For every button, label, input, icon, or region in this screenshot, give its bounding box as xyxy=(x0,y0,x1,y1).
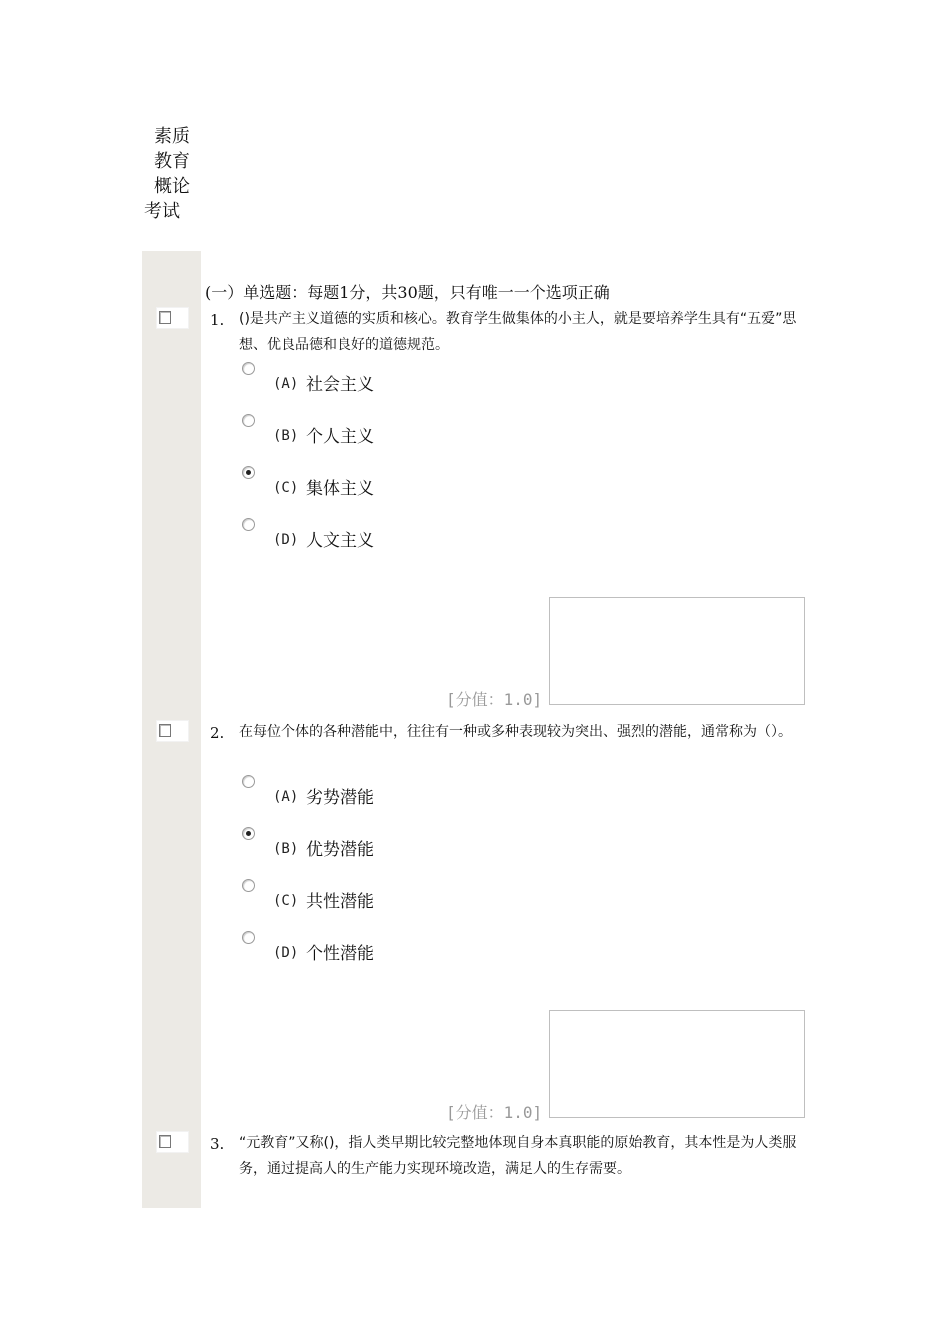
option-label: 个人主义 xyxy=(306,427,374,447)
title-line: 概论 xyxy=(154,176,190,197)
option-letter: (A) xyxy=(273,376,299,392)
option-letter: (B) xyxy=(273,428,299,444)
answer-feedback-box xyxy=(549,597,805,705)
option-radio-a[interactable] xyxy=(242,775,255,788)
option-letter: (C) xyxy=(273,480,299,496)
option-radio-d[interactable] xyxy=(242,931,255,944)
answer-feedback-box xyxy=(549,1010,805,1118)
option-radio-c[interactable] xyxy=(242,879,255,892)
option-label: 个性潜能 xyxy=(306,944,374,964)
option-letter: (D) xyxy=(273,945,299,961)
option-label: 社会主义 xyxy=(306,375,374,395)
question-text: ()是共产主义道德的实质和核心。教育学生做集体的小主人，就是要培养学生具有“五爱”思想、优良品德和良好的道德规范。 xyxy=(239,311,797,353)
mark-question-checkbox[interactable] xyxy=(156,307,189,329)
question-text: “元教育”又称()，指人类早期比较完整地体现自身本真职能的原始教育，其本性是为人类服务，通过提高人的生产能力实现环境改造，满足人的生存需要。 xyxy=(239,1135,797,1177)
option-radio-c[interactable] xyxy=(242,466,255,479)
question-number: 2. xyxy=(210,724,225,742)
section-heading: (一）单选题：每题1分，共30题，只有唯一一个选项正确 xyxy=(205,283,610,302)
score-label: [分值：1.0] xyxy=(446,690,543,709)
option-letter: (D) xyxy=(273,532,299,548)
option-radio-d[interactable] xyxy=(242,518,255,531)
question-number: 3. xyxy=(210,1135,225,1153)
checkbox-square-icon xyxy=(159,311,171,324)
option-letter: (C) xyxy=(273,893,299,909)
title-line: 教育 xyxy=(154,151,190,172)
option-label: 集体主义 xyxy=(306,479,374,499)
option-label: 优势潜能 xyxy=(306,840,374,860)
mark-question-checkbox[interactable] xyxy=(156,1131,189,1153)
question-text: 在每位个体的各种潜能中，往往有一种或多种表现较为突出、强烈的潜能，通常称为（）。 xyxy=(239,724,792,740)
option-radio-a[interactable] xyxy=(242,362,255,375)
score-label: [分值：1.0] xyxy=(446,1103,543,1122)
option-radio-b[interactable] xyxy=(242,414,255,427)
title-line: 素质 xyxy=(154,126,190,147)
option-letter: (B) xyxy=(273,841,299,857)
checkbox-square-icon xyxy=(159,724,171,737)
option-label: 共性潜能 xyxy=(306,892,374,912)
option-label: 人文主义 xyxy=(306,531,374,551)
page-title xyxy=(140,124,200,224)
option-label: 劣势潜能 xyxy=(306,788,374,808)
option-radio-b[interactable] xyxy=(242,827,255,840)
mark-question-checkbox[interactable] xyxy=(156,720,189,742)
question-number: 1. xyxy=(210,311,225,329)
option-letter: (A) xyxy=(273,789,299,805)
checkbox-square-icon xyxy=(159,1135,171,1148)
title-line: 考试 xyxy=(144,201,180,222)
